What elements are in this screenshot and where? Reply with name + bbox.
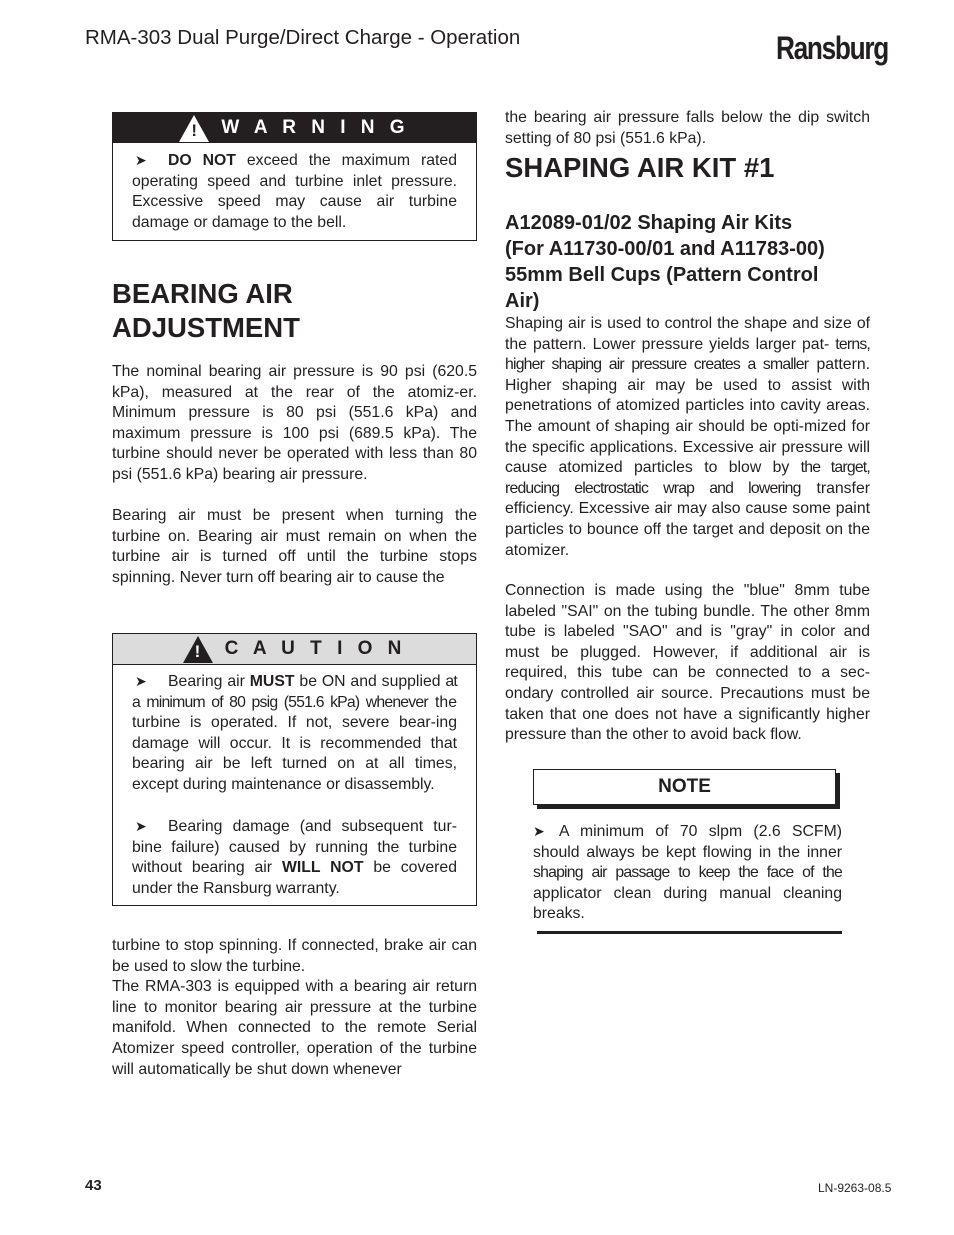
shaping-subheading-2: (For A11730-00/01 and A11783-00) <box>505 238 825 260</box>
caution-bullet-1: ➤ Bearing air MUST be ON and supplied at a minimum of 80 psig (551.6 kPa) whenever the turbine is operated. If not, severe bear-ing damage will occur. It is recommended that bearing air be left turned on at all times, except during maintenance or disassembly. <box>132 673 457 793</box>
shaping-subheading-4: Air) <box>505 290 540 312</box>
caution-triangle-icon: ! <box>183 636 213 663</box>
warning-body <box>113 143 476 241</box>
arrow-bullet-icon: ➤ <box>135 818 147 835</box>
bearing-para-4: The RMA-303 is equipped with a bearing air return line to monitor bearing air pressure at the turbine manifold. When connected to the remote Serial Atomizer speed controller, operation of the turbine will automatically be shut down whenever <box>112 978 477 1078</box>
note-bottom-rule <box>537 931 842 934</box>
bearing-para-1: The nominal bearing air pressure is 90 psi (620.5 kPa), measured at the rear of the atomiz-er. Minimum pressure is 80 psi (551.6 kPa) and maximum pressure is 100 psi (689.5 kPa). The turbine should never be operated with less than 80 psi (551.6 kPa) bearing air pressure. <box>112 363 477 483</box>
bearing-heading <box>112 277 477 345</box>
warning-box <box>112 112 477 241</box>
arrow-bullet-icon: ➤ <box>135 673 147 689</box>
bearing-para-3: turbine to stop spinning. If connected, brake air can be used to slow the turbine. <box>112 937 477 975</box>
bearing-para-2: Bearing air must be present when turning the turbine on. Bearing air must remain on when the turbine air is turned off until the turbine stops spinning. Never turn off bearing air to cause the <box>112 507 477 586</box>
caution-bullet-2: ➤ Bearing damage (and subsequent tur-bine failure) caused by running the turbine without bearing air WILL NOT be covered under the Ransburg warranty. <box>132 818 457 897</box>
warning-triangle-icon: ! <box>179 115 209 142</box>
brand-logo: Ransburg <box>776 30 888 66</box>
caution-header <box>113 634 476 665</box>
warning-text: ➤ DO NOT exceed the maximum rated operating speed and turbine inlet pressure. Excessive speed may cause air turbine damage or damage to the bell. <box>132 152 457 231</box>
arrow-bullet-icon: ➤ <box>135 152 147 168</box>
note-text: ➤ A minimum of 70 slpm (2.6 SCFM) should always be kept flowing in the inner shaping air passage to keep the face of the applicator clean during manual cleaning breaks. <box>533 823 842 923</box>
page-number: 43 <box>85 1177 102 1194</box>
warning-label: W A R N I N G <box>221 117 410 138</box>
shaping-para-1: Shaping air is used to control the shape and size of the pattern. Lower pressure yields larger pat- terns, higher shaping air pressure creates a smaller pattern. Higher shaping air may be used to assist with penetrations of atomized particles into cavity areas. The amount of shaping air should be opti-mized for the specific applications. Excessive air pressure will cause atomized particles to blow by the target, reducing electrostatic wrap and lowering transfer efficiency. Excessive air may also cause some paint particles to bounce off the target and deposit on the atomizer. <box>505 315 871 559</box>
page-header-title: RMA-303 Dual Purge/Direct Charge - Operation <box>85 26 521 49</box>
bearing-heading-line2: ADJUSTMENT <box>112 312 300 343</box>
shaping-subheading-3: 55mm Bell Cups (Pattern Control <box>505 264 819 286</box>
document-code: LN-9263-08.5 <box>818 1181 892 1195</box>
caution-label: C A U T I O N <box>224 638 407 659</box>
warning-header <box>113 113 476 143</box>
caution-box <box>112 633 477 906</box>
note-header-box: NOTE <box>533 769 836 805</box>
shaping-air-heading: SHAPING AIR KIT #1 <box>505 152 775 183</box>
right-continuation-text: the bearing air pressure falls below the dip switch setting of 80 psi (551.6 kPa). <box>505 109 870 147</box>
caution-body <box>113 665 476 908</box>
shaping-para-2: Connection is made using the "blue" 8mm tube labeled "SAI" on the tubing bundle. The other 8mm tube is labeled "SAO" and is "gray" in color and must be plugged. However, if additional air is required, this tube can be connected to a sec-ondary controlled air source. Precautions must be taken that one does not have a significantly higher pressure than the other to avoid back flow. <box>505 582 870 744</box>
arrow-bullet-icon: ➤ <box>533 823 545 839</box>
bearing-heading-line1: BEARING AIR <box>112 278 293 309</box>
shaping-subheading-1: A12089-01/02 Shaping Air Kits <box>505 212 793 234</box>
